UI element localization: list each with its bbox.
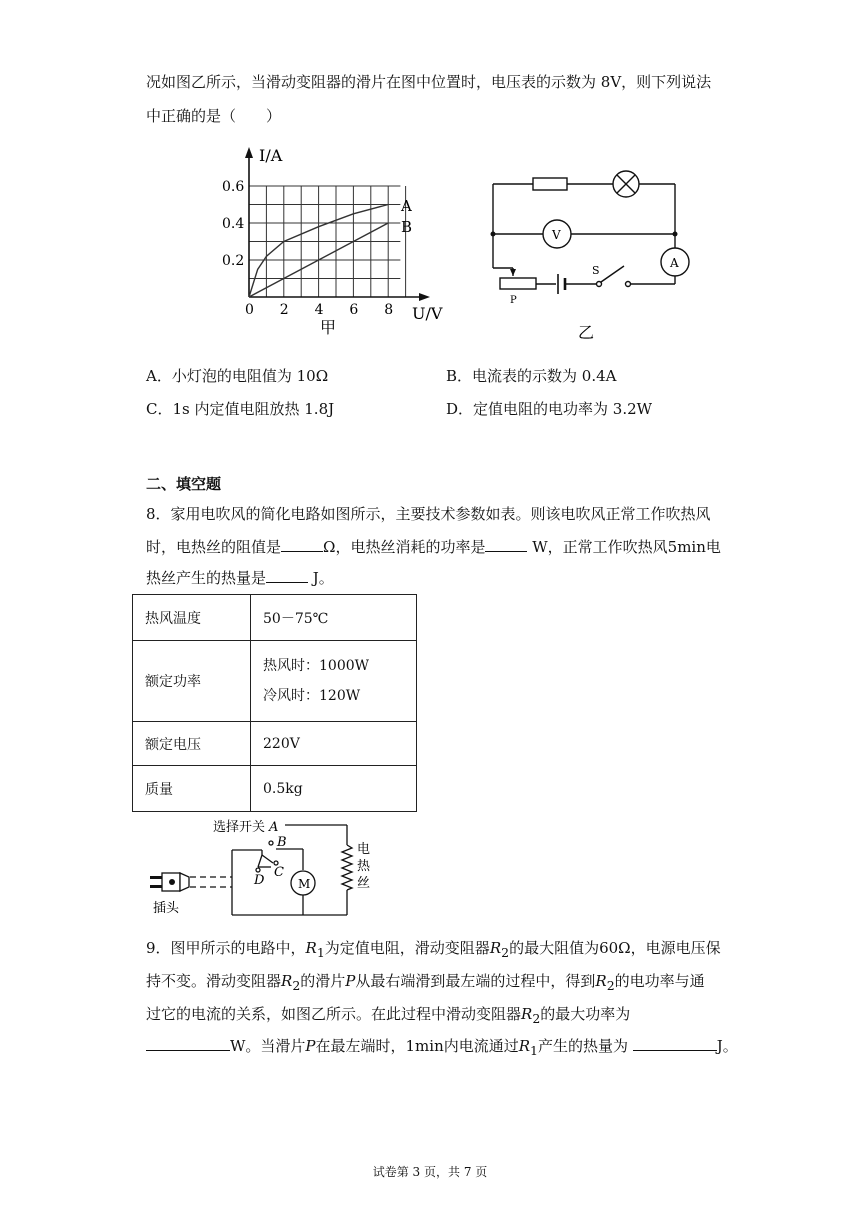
table-cell-value: 50－75℃ (251, 595, 417, 641)
table-row (133, 641, 417, 722)
heater-label-3: 丝 (357, 876, 371, 891)
option-a: A．小灯泡的电阻值为 10Ω (146, 367, 329, 385)
table-row (133, 766, 417, 812)
question-intro-line-1: 况如图乙所示，当滑动变阻器的滑片在图中位置时，电压表的示数为 8V，则下列说法 (146, 73, 712, 91)
table-cell-label: 质量 (133, 766, 251, 812)
x-tick-label: 8 (384, 302, 394, 318)
section-title: 二、填空题 (146, 475, 222, 493)
y-tick-label: 0.6 (222, 179, 245, 195)
graph-jia (212, 143, 452, 338)
x-tick-label: 6 (349, 302, 359, 318)
option-d: D．定值电阻的电功率为 3.2W (446, 400, 653, 418)
switch-select-label: 选择开关 (213, 820, 266, 835)
q9-line-1: 9．图甲所示的电路中，$R_1$为定值电阻，滑动变阻器$R_2$的最大阻值为60Ω，电源电压保 (146, 939, 721, 960)
heater-coil (342, 845, 352, 890)
circuit-caption: 乙 (578, 323, 595, 342)
table-cell-value: 0.5kg (251, 766, 417, 812)
point-b-label: B (277, 835, 287, 850)
q8-line-1: 8．家用电吹风的简化电路如图所示，主要技术参数如表。则该电吹风正常工作吹热风 (146, 505, 711, 523)
hairdryer-circuit (145, 815, 385, 920)
q9-line-3: 过它的电流的关系，如图乙所示。在此过程中滑动变阻器$R_2$的最大功率为 (146, 1005, 631, 1026)
circuit-yi (480, 158, 695, 343)
motor-label: M (298, 877, 311, 891)
y-axis-arrow (245, 147, 253, 158)
table-row (133, 722, 417, 766)
point-c-label: C (274, 865, 284, 880)
curve-a-label: A (401, 197, 412, 215)
table-row (133, 595, 417, 641)
question-intro-line-2: 中正确的是（ ） (146, 107, 282, 125)
voltmeter-label: V (552, 228, 561, 242)
plug-label: 插头 (153, 901, 180, 916)
table-cell-value (251, 641, 417, 722)
table-cell-label: 额定功率 (133, 641, 251, 722)
heater-label-1: 电 (357, 842, 371, 857)
x-tick-label: 0 (245, 302, 254, 318)
point-d-label: D (254, 873, 265, 888)
page-footer: 试卷第 3 页，共 7 页 (372, 1165, 488, 1179)
curve-b-label: B (401, 218, 413, 236)
graph-caption: 甲 (320, 318, 337, 337)
resistor (533, 178, 567, 190)
answer-blank-resistance[interactable] (281, 537, 323, 552)
power-hot: 热风时：1000W (263, 658, 370, 674)
y-tick-label: 0.4 (222, 216, 245, 232)
option-c: C．1s 内定值电阻放热 1.8J (146, 400, 335, 418)
x-axis-arrow (419, 293, 430, 301)
point-a-label: A (269, 820, 279, 835)
table-cell-value: 220V (251, 722, 417, 766)
power-cold: 冷风时：120W (263, 688, 361, 704)
table-cell-label: 额定电压 (133, 722, 251, 766)
q9-line-2: 持不变。滑动变阻器$R_2$的滑片P从最右端滑到最左端的过程中，得到$R_2$的电功率与通 (146, 972, 705, 993)
spec-table (132, 594, 417, 812)
slider-arrow (510, 269, 516, 276)
x-tick-label: 4 (314, 302, 324, 318)
answer-blank-heat[interactable] (266, 568, 308, 583)
answer-blank-max-power[interactable] (146, 1036, 230, 1051)
graph-grid (249, 186, 406, 297)
answer-blank-power[interactable] (485, 537, 527, 552)
rheostat (500, 278, 536, 289)
table-cell-label: 热风温度 (133, 595, 251, 641)
q9-line-4: W。当滑片P在最左端时，1min内电流通过$R_1$产生的热量为 J。 (146, 1036, 738, 1061)
slider-label: P (510, 295, 517, 306)
q8-line-2: 时，电热丝的阻值是 Ω，电热丝消耗的功率是 W，正常工作吹热风5min电 (146, 538, 721, 556)
y-tick-label: 0.2 (222, 253, 245, 269)
q8-line-3: 热丝产生的热量是 J。 (146, 569, 334, 587)
switch-blade (601, 266, 624, 282)
x-axis-label: U/V (412, 304, 443, 323)
heater-label-2: 热 (357, 859, 371, 874)
option-b: B．电流表的示数为 0.4A (446, 367, 617, 385)
x-tick-label: 2 (279, 302, 289, 318)
switch-label: S (592, 264, 600, 277)
answer-blank-heat-r1[interactable] (633, 1036, 717, 1051)
ammeter-label: A (670, 256, 679, 270)
y-axis-label: I/A (259, 146, 283, 165)
